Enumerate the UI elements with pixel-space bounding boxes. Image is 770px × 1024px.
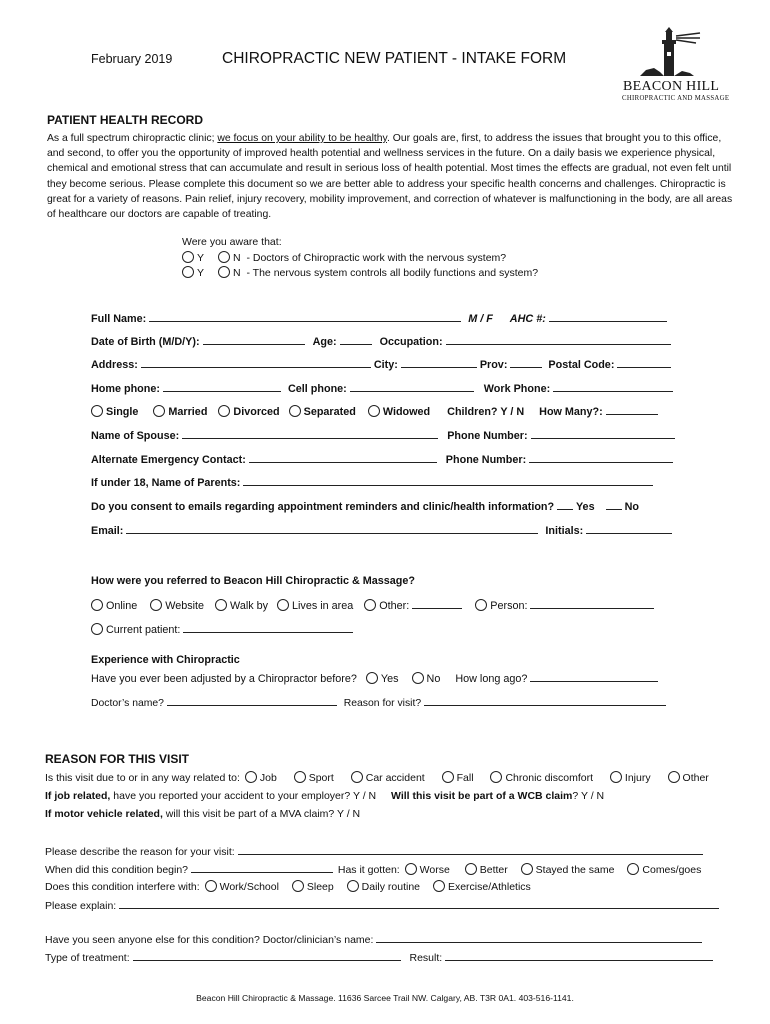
explain-field[interactable] <box>119 898 719 909</box>
referral-other-radio[interactable] <box>364 599 376 611</box>
injury-radio[interactable] <box>610 771 622 783</box>
address-row: Address: City: Prov: Postal Code: <box>91 357 671 371</box>
phone-row: Home phone: Cell phone: Work Phone: <box>91 381 673 395</box>
ahc-field[interactable] <box>549 311 667 322</box>
current-patient-radio[interactable] <box>91 623 103 635</box>
consent-row: Do you consent to emails regarding appointment reminders and clinic/health information? Yes No <box>91 501 639 513</box>
spouse-row: Name of Spouse: Phone Number: <box>91 428 675 442</box>
online-radio[interactable] <box>91 599 103 611</box>
aware-q1-yes-radio[interactable] <box>182 251 194 263</box>
adjusted-row: Have you ever been adjusted by a Chiropractor before? Yes No How long ago? <box>91 671 658 685</box>
how-long-field[interactable] <box>530 671 658 682</box>
motor-related-row: If motor vehicle related, will this visit be part of a MVA claim? Y / N <box>45 808 361 820</box>
parents-field[interactable] <box>243 475 653 486</box>
age-field[interactable] <box>340 334 372 345</box>
city-field[interactable] <box>401 357 477 368</box>
aware-q2-no-radio[interactable] <box>218 266 230 278</box>
divorced-radio[interactable] <box>218 405 230 417</box>
home-phone-field[interactable] <box>163 381 281 392</box>
spouse-phone-field[interactable] <box>531 428 675 439</box>
seen-anyone-row: Have you seen anyone else for this condition? Doctor/clinician’s name: <box>45 932 702 946</box>
dob-field[interactable] <box>203 334 305 345</box>
parents-row: If under 18, Name of Parents: <box>91 475 653 489</box>
postal-code-field[interactable] <box>617 357 671 368</box>
referral-options-row: Online Website Walk by Lives in area Other: Person: <box>91 598 654 612</box>
occupation-field[interactable] <box>446 334 671 345</box>
treatment-type-field[interactable] <box>133 950 401 961</box>
daily-routine-radio[interactable] <box>347 880 359 892</box>
alt-contact-phone-field[interactable] <box>529 452 673 463</box>
adjusted-yes-radio[interactable] <box>366 672 378 684</box>
logo-subtitle: CHIROPRACTIC AND MASSAGE <box>622 95 730 102</box>
describe-row: Please describe the reason for your visit: <box>45 844 703 858</box>
adjusted-no-radio[interactable] <box>412 672 424 684</box>
treatment-row: Type of treatment: Result: <box>45 950 713 964</box>
person-radio[interactable] <box>475 599 487 611</box>
reason-visit-heading: REASON FOR THIS VISIT <box>45 752 190 766</box>
explain-row: Please explain: <box>45 898 719 912</box>
current-patient-field[interactable] <box>183 622 353 633</box>
related-row: Is this visit due to or in any way related to: Job Sport Car accident Fall Chronic discomfort Injury Other <box>45 772 709 784</box>
sport-radio[interactable] <box>294 771 306 783</box>
logo-name: BEACON HILL <box>623 79 720 94</box>
beacon-hill-logo <box>620 26 730 102</box>
experience-heading: Experience with Chiropractic <box>91 654 240 666</box>
work-phone-field[interactable] <box>553 381 673 392</box>
initials-field[interactable] <box>586 523 672 534</box>
cell-phone-field[interactable] <box>350 381 474 392</box>
consent-yes-field[interactable] <box>557 499 573 510</box>
aware-question-1: Y N - Doctors of Chiropractic work with the nervous system? <box>182 251 506 264</box>
email-field[interactable] <box>126 523 538 534</box>
walk-by-radio[interactable] <box>215 599 227 611</box>
interfere-row: Does this condition interfere with: Work/School Sleep Daily routine Exercise/Athletics <box>45 881 531 893</box>
full-name-row: Full Name: M / F AHC #: <box>91 311 667 325</box>
aware-q1-no-radio[interactable] <box>218 251 230 263</box>
intro-paragraph: As a full spectrum chiropractic clinic; we focus on your ability to be healthy. Our goals are, first, to address the issues that brought you to this office, and second, to offer you the opportunity of improved health potential and wellness services in the future. On a daily basis we experience physical, chemical and emotional stress that can accumulate and result in serious loss of health potential. Most times the effects are gradual, not even felt until they become serious. Please complete this document so we are better able to address your specific health concerns and challenges. Chiropractic is great for a variety of reasons. Pain relief, injury recovery, mobility improvement, and correction of whatever is malfunctioning in the body, are all areas of healthcare our doctors are capable of treating. <box>47 133 733 221</box>
sleep-radio[interactable] <box>292 880 304 892</box>
alt-contact-field[interactable] <box>249 452 437 463</box>
stayed-same-radio[interactable] <box>521 863 533 875</box>
how-many-field[interactable] <box>606 404 658 415</box>
work-school-radio[interactable] <box>205 880 217 892</box>
condition-begin-row: When did this condition begin? Has it gotten: Worse Better Stayed the same Comes/goes <box>45 864 702 876</box>
better-radio[interactable] <box>465 863 477 875</box>
separated-radio[interactable] <box>289 405 301 417</box>
person-field[interactable] <box>530 598 654 609</box>
referral-other-field[interactable] <box>412 598 462 609</box>
aware-question-2: Y N - The nervous system controls all bodily functions and system? <box>182 266 538 279</box>
website-radio[interactable] <box>150 599 162 611</box>
job-related-row: If job related, have you reported your accident to your employer? Y / N Will this visit be part of a WCB claim? Y / N <box>45 790 605 802</box>
condition-begin-field[interactable] <box>191 862 333 873</box>
email-row: Email: Initials: <box>91 523 672 537</box>
widowed-radio[interactable] <box>368 405 380 417</box>
aware-prompt: Were you aware that: <box>182 236 282 248</box>
current-patient-row: Current patient: <box>91 622 353 636</box>
prov-field[interactable] <box>510 357 542 368</box>
reason-other-radio[interactable] <box>668 771 680 783</box>
doctor-row: Doctor’s name? Reason for visit? <box>91 695 666 709</box>
dob-row: Date of Birth (M/D/Y): Age: Occupation: <box>91 334 671 348</box>
consent-no-field[interactable] <box>606 499 622 510</box>
address-field[interactable] <box>141 357 371 368</box>
chronic-radio[interactable] <box>490 771 502 783</box>
single-radio[interactable] <box>91 405 103 417</box>
form-title: CHIROPRACTIC NEW PATIENT - INTAKE FORM <box>222 50 567 67</box>
comes-goes-radio[interactable] <box>627 863 639 875</box>
describe-field[interactable] <box>238 844 703 855</box>
job-radio[interactable] <box>245 771 257 783</box>
lighthouse-icon <box>620 26 730 78</box>
result-field[interactable] <box>445 950 713 961</box>
lives-in-area-radio[interactable] <box>277 599 289 611</box>
married-radio[interactable] <box>153 405 165 417</box>
fall-radio[interactable] <box>442 771 454 783</box>
clinician-name-field[interactable] <box>376 932 702 943</box>
exercise-radio[interactable] <box>433 880 445 892</box>
referral-question: How were you referred to Beacon Hill Chiropractic & Massage? <box>91 575 415 587</box>
previous-reason-field[interactable] <box>424 695 666 706</box>
car-accident-radio[interactable] <box>351 771 363 783</box>
form-date: February 2019 <box>91 52 173 66</box>
worse-radio[interactable] <box>405 863 417 875</box>
marital-row: Single Married Divorced Separated Widowed Children? Y / N How Many?: <box>91 404 658 418</box>
footer-address: Beacon Hill Chiropractic & Massage. 11636 Sarcee Trail NW. Calgary, AB. T3R 0A1. 403-516-1141. <box>196 993 574 1003</box>
alt-contact-row: Alternate Emergency Contact: Phone Number: <box>91 452 673 466</box>
aware-q2-yes-radio[interactable] <box>182 266 194 278</box>
spouse-field[interactable] <box>182 428 438 439</box>
full-name-field[interactable] <box>149 311 461 322</box>
doctor-name-field[interactable] <box>167 695 337 706</box>
health-record-heading: PATIENT HEALTH RECORD <box>47 113 203 127</box>
